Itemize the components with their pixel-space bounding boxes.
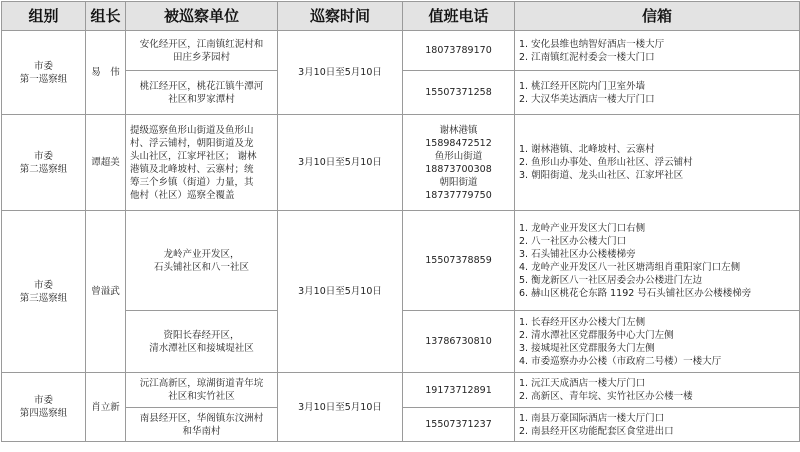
mailbox-cell: 1. 桃江经开区院内门卫室外墙 2. 大汉华美达酒店一楼大厅门口 xyxy=(515,71,800,115)
unit-cell: 资阳长春经开区， 清水潭社区和接城堤社区 xyxy=(126,311,278,373)
time-cell: 3月10日至5月10日 xyxy=(278,115,403,211)
unit-cell: 安化经开区，江南镇红泥村和 田庄乡茅园村 xyxy=(126,31,278,71)
phone-cell: 15507371258 xyxy=(403,71,515,115)
mailbox-cell: 1. 龙岭产业开发区大门口右侧 2. 八一社区办公楼大门口 3. 石头铺社区办公楼楼梯旁 4. 龙岭产业开发区八一社区塘湾组肖重阳家门口左侧 5. 衡龙新区八一社区居委会办公楼进门左边 6. 赫山区桃花仑东路 1192 号石头铺社区办公楼楼梯旁 xyxy=(515,211,800,311)
phone-cell: 15507378859 xyxy=(403,211,515,311)
mailbox-cell: 1. 南县万豪国际酒店一楼大厅门口 2. 南县经开区功能配套区食堂进出口 xyxy=(515,408,800,442)
table-row xyxy=(2,373,800,408)
time-cell: 3月10日至5月10日 xyxy=(278,211,403,373)
phone-cell: 谢林港镇 15898472512 鱼形山街道 18873700308 朝阳街道 18737779750 xyxy=(403,115,515,211)
phone-cell: 19173712891 xyxy=(403,373,515,408)
unit-cell: 桃江经开区，桃花江镇牛潭河 社区和罗家潭村 xyxy=(126,71,278,115)
inspection-table xyxy=(1,1,800,442)
header-mailbox: 信箱 xyxy=(515,2,800,31)
header-unit: 被巡察单位 xyxy=(126,2,278,31)
table-row xyxy=(2,211,800,311)
group-leader: 肖立新 xyxy=(86,373,126,442)
group-name: 市委 第一巡察组 xyxy=(2,31,86,115)
header-time: 巡察时间 xyxy=(278,2,403,31)
time-cell: 3月10日至5月10日 xyxy=(278,31,403,115)
group-name: 市委 第四巡察组 xyxy=(2,373,86,442)
phone-cell: 13786730810 xyxy=(403,311,515,373)
mailbox-cell: 1. 沅江天成酒店一楼大厅门口 2. 高新区、青年垸、实竹社区办公楼一楼 xyxy=(515,373,800,408)
header-row xyxy=(2,2,800,31)
group-name: 市委 第二巡察组 xyxy=(2,115,86,211)
group-name: 市委 第三巡察组 xyxy=(2,211,86,373)
mailbox-cell: 1. 谢林港镇、北峰坡村、云寨村 2. 鱼形山办事处、鱼形山社区、浮云铺村 3. 朝阳街道、龙头山社区、江家坪社区 xyxy=(515,115,800,211)
group-leader: 谭超美 xyxy=(86,115,126,211)
header-phone: 值班电话 xyxy=(403,2,515,31)
table-row xyxy=(2,31,800,71)
group-leader: 易 伟 xyxy=(86,31,126,115)
mailbox-cell: 1. 安化县维也纳智好酒店一楼大厅 2. 江南镇红泥村委会一楼大门口 xyxy=(515,31,800,71)
unit-cell: 提级巡察鱼形山街道及鱼形山 村、浮云铺村，朝阳街道及龙 头山社区，江家坪社区； 谢林 港镇及北峰坡村、云寨村；统 筹三个乡镇（街道）力量，其 他村（社区）巡察全覆盖 xyxy=(126,115,278,211)
unit-cell: 沅江高新区，琼湖街道青年垸 社区和实竹社区 xyxy=(126,373,278,408)
phone-cell: 15507371237 xyxy=(403,408,515,442)
group-leader: 曾溢武 xyxy=(86,211,126,373)
unit-cell: 龙岭产业开发区， 石头铺社区和八一社区 xyxy=(126,211,278,311)
phone-cell: 18073789170 xyxy=(403,31,515,71)
mailbox-cell: 1. 长春经开区办公楼大门左侧 2. 清水潭社区党群服务中心大门左侧 3. 接城堤社区党群服务大门左侧 4. 市委巡察办办公楼（市政府二号楼）一楼大厅 xyxy=(515,311,800,373)
header-leader: 组长 xyxy=(86,2,126,31)
time-cell: 3月10日至5月10日 xyxy=(278,373,403,442)
table-row xyxy=(2,115,800,211)
header-group: 组别 xyxy=(2,2,86,31)
unit-cell: 南县经开区，华阁镇东汶洲村 和华南村 xyxy=(126,408,278,442)
